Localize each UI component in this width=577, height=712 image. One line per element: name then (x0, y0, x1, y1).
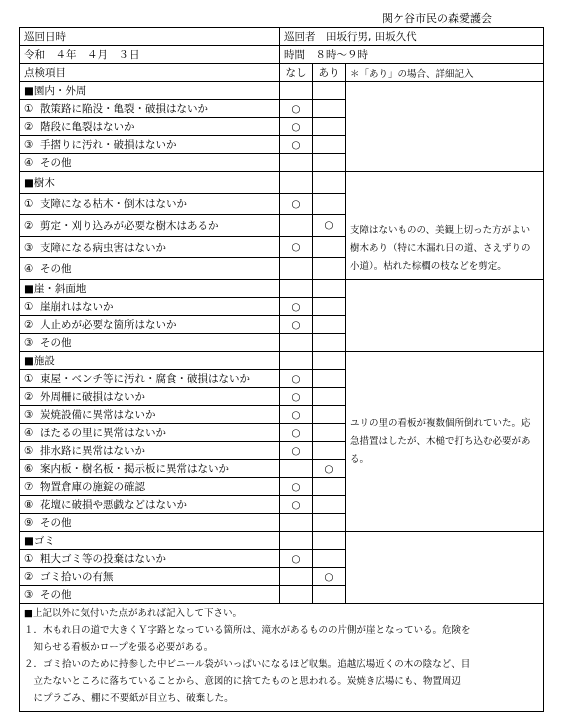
check-item (20, 100, 280, 118)
check-item (20, 388, 280, 406)
item-label: 崖崩れはないか (40, 301, 114, 313)
mark-yes (313, 136, 346, 154)
mark-yes (313, 442, 346, 460)
mark-yes (313, 406, 346, 424)
check-item (20, 258, 280, 280)
check-item (20, 118, 280, 136)
item-label: 花壇に破損や悪戯などはないか (40, 499, 187, 511)
item-label: 東屋・ベンチ等に汚れ・腐食・破損はないか (40, 373, 250, 385)
mark-yes (313, 514, 346, 532)
mark-none: ○ (280, 370, 313, 388)
check-item (20, 568, 280, 586)
date-label: 巡回日時 (20, 28, 280, 46)
section-note: 支障はないものの、美観上切った方がよい樹木あり（特に木漏れ日の道、さえずりの小道）。枯れた棕櫚の枝などを剪定。 (346, 172, 544, 280)
mark-none (280, 258, 313, 280)
col-none: なし (280, 64, 313, 82)
mark-none: ○ (280, 478, 313, 496)
mark-none (280, 215, 313, 237)
check-item (20, 406, 280, 424)
mark-none: ○ (280, 298, 313, 316)
item-number: ① (24, 301, 34, 313)
mark-yes (313, 424, 346, 442)
item-number: ① (24, 553, 34, 565)
mark-none: ○ (280, 100, 313, 118)
check-item (20, 316, 280, 334)
section-title: ■樹木 (20, 172, 280, 194)
check-item (20, 370, 280, 388)
check-item (20, 298, 280, 316)
item-label: 人止めが必要な箇所はないか (40, 319, 177, 331)
section-none-cell (280, 280, 313, 298)
section-title: ■施設 (20, 352, 280, 370)
item-number: ④ (24, 427, 34, 439)
item-number: ② (24, 391, 34, 403)
check-item (20, 550, 280, 568)
mark-yes (313, 236, 346, 258)
section-none-cell (280, 82, 313, 100)
item-number: ⑤ (24, 445, 34, 457)
mark-none: ○ (280, 193, 313, 215)
section-header-row (20, 280, 544, 298)
mark-yes (313, 298, 346, 316)
mark-none: ○ (280, 236, 313, 258)
item-label: 支障になる枯木・倒木はないか (40, 198, 187, 211)
check-item (20, 154, 280, 172)
mark-none: ○ (280, 406, 313, 424)
item-label: その他 (40, 263, 72, 276)
mark-none (280, 514, 313, 532)
item-label: 物置倉庫の施錠の確認 (40, 481, 145, 493)
col-yes: あり (313, 64, 346, 82)
check-item (20, 424, 280, 442)
free-comment-line: 知らせる看板かロープを張る必要がある。 (24, 642, 214, 653)
check-item (20, 136, 280, 154)
item-number: ⑦ (24, 481, 34, 493)
mark-none: ○ (280, 442, 313, 460)
item-label: 排水路に異常はないか (40, 445, 145, 457)
item-number: ③ (24, 139, 34, 151)
mark-none: ○ (280, 316, 313, 334)
section-title: ■崖・斜面地 (20, 280, 280, 298)
section-yes-cell (313, 352, 346, 370)
section-note: ユリの里の看板が複数個所倒れていた。応急措置はしたが、木槌で打ち込む必要がある。 (346, 352, 544, 532)
item-label: ほたるの里に異常はないか (40, 427, 166, 439)
section-header-row (20, 532, 544, 550)
organization-name: 関ケ谷市民の森愛護会 (382, 12, 492, 25)
section-yes-cell (313, 82, 346, 100)
mark-yes (313, 118, 346, 136)
section-header-row (20, 172, 544, 194)
mark-none (280, 154, 313, 172)
item-number: ⑥ (24, 463, 34, 475)
col-note: ＊「あり」の場合、詳細記入 (346, 64, 544, 82)
time-label: 時間 (284, 49, 305, 61)
check-item (20, 193, 280, 215)
mark-none: ○ (280, 496, 313, 514)
section-header-row (20, 352, 544, 370)
col-item: 点検項目 (20, 64, 280, 82)
item-label: 剪定・刈り込みが必要な樹木はあるか (40, 219, 219, 232)
patrol-label: 巡回者 (284, 31, 316, 43)
free-comment-line: １．木もれ日の道で大きくＹ字路となっている箇所は、滝水があるものの片側が崖となっている。危険を (24, 625, 471, 636)
free-comment-line: ２．ゴミ拾いのために持参した中ビニール袋がいっぱいになるほど収集。追越広場近くの木の陰など、目 (24, 659, 471, 670)
item-label: ゴミ拾いの有無 (40, 571, 114, 583)
section-yes-cell (313, 172, 346, 194)
mark-yes (313, 316, 346, 334)
section-title: ■園内・外周 (20, 82, 280, 100)
mark-none (280, 460, 313, 478)
section-note (346, 280, 544, 352)
item-label: その他 (40, 337, 72, 349)
check-item (20, 496, 280, 514)
mark-yes (313, 478, 346, 496)
item-number: ③ (24, 241, 34, 254)
mark-yes (313, 154, 346, 172)
check-item (20, 334, 280, 352)
mark-none: ○ (280, 136, 313, 154)
mark-yes (313, 334, 346, 352)
mark-yes (313, 586, 346, 604)
item-label: 外周柵に破損はないか (40, 391, 145, 403)
item-number: ⑨ (24, 517, 34, 529)
item-label: 散策路に陥没・亀裂・破損はないか (40, 103, 208, 115)
mark-yes (313, 193, 346, 215)
item-number: ② (24, 219, 34, 232)
free-comment-heading: ■上記以外に気付いた点があれば記入して下さい。 (24, 608, 242, 619)
mark-none (280, 586, 313, 604)
item-number: ② (24, 319, 34, 331)
section-none-cell (280, 532, 313, 550)
header-row-1 (20, 28, 544, 46)
check-item (20, 236, 280, 258)
mark-none (280, 334, 313, 352)
patrollers: 田坂行男, 田坂久代 (326, 31, 417, 43)
time-cell (280, 46, 544, 64)
item-number: ① (24, 103, 34, 115)
item-label: その他 (40, 517, 72, 529)
mark-yes (313, 370, 346, 388)
section-none-cell (280, 172, 313, 194)
check-item (20, 586, 280, 604)
section-note (346, 82, 544, 172)
item-label: 粗大ゴミ等の投棄はないか (40, 553, 166, 565)
header-row-2 (20, 46, 544, 64)
section-header-row (20, 82, 544, 100)
item-number: ① (24, 373, 34, 385)
item-label: 階段に亀裂はないか (40, 121, 135, 133)
free-comment (20, 604, 544, 712)
mark-yes: ○ (313, 460, 346, 478)
check-item (20, 442, 280, 460)
mark-yes (313, 496, 346, 514)
mark-yes (313, 550, 346, 568)
section-none-cell (280, 352, 313, 370)
mark-none (280, 568, 313, 586)
item-label: 炭焼設備に異常はないか (40, 409, 156, 421)
item-number: ⑧ (24, 499, 34, 511)
mark-yes: ○ (313, 568, 346, 586)
item-number: ③ (24, 337, 34, 349)
item-label: 案内板・樹名板・掲示板に異常はないか (40, 463, 229, 475)
item-label: 手摺りに汚れ・破損はないか (40, 139, 177, 151)
free-comment-line: 立たないところに落ちていることから、意図的に捨てたものと思われる。炭焼き広場にも、物置周辺 (24, 676, 461, 687)
item-number: ③ (24, 409, 34, 421)
section-yes-cell (313, 532, 346, 550)
check-item (20, 215, 280, 237)
item-number: ④ (24, 157, 34, 169)
section-title: ■ゴミ (20, 532, 280, 550)
mark-yes (313, 388, 346, 406)
mark-none: ○ (280, 118, 313, 136)
free-comment-row (20, 604, 544, 712)
mark-none: ○ (280, 550, 313, 568)
patrol-cell (280, 28, 544, 46)
item-number: ③ (24, 589, 34, 601)
check-item (20, 514, 280, 532)
item-label: その他 (40, 157, 72, 169)
item-number: ④ (24, 263, 34, 276)
mark-none: ○ (280, 424, 313, 442)
item-label: 支障になる病虫害はないか (40, 241, 166, 254)
check-item (20, 478, 280, 496)
mark-yes (313, 100, 346, 118)
date-value: 令和 ４年 ４月 ３日 (20, 46, 280, 64)
mark-yes (313, 258, 346, 280)
item-number: ② (24, 121, 34, 133)
mark-none: ○ (280, 388, 313, 406)
time-value: ８時〜９時 (315, 49, 368, 61)
item-number: ② (24, 571, 34, 583)
free-comment-line: にプラごみ、棚に不要紙が目立ち、破棄した。 (24, 693, 234, 704)
section-note (346, 532, 544, 604)
mark-yes: ○ (313, 215, 346, 237)
inspection-table (19, 27, 544, 712)
section-yes-cell (313, 280, 346, 298)
item-label: その他 (40, 589, 72, 601)
check-item (20, 460, 280, 478)
column-header-row (20, 64, 544, 82)
item-number: ① (24, 198, 34, 211)
